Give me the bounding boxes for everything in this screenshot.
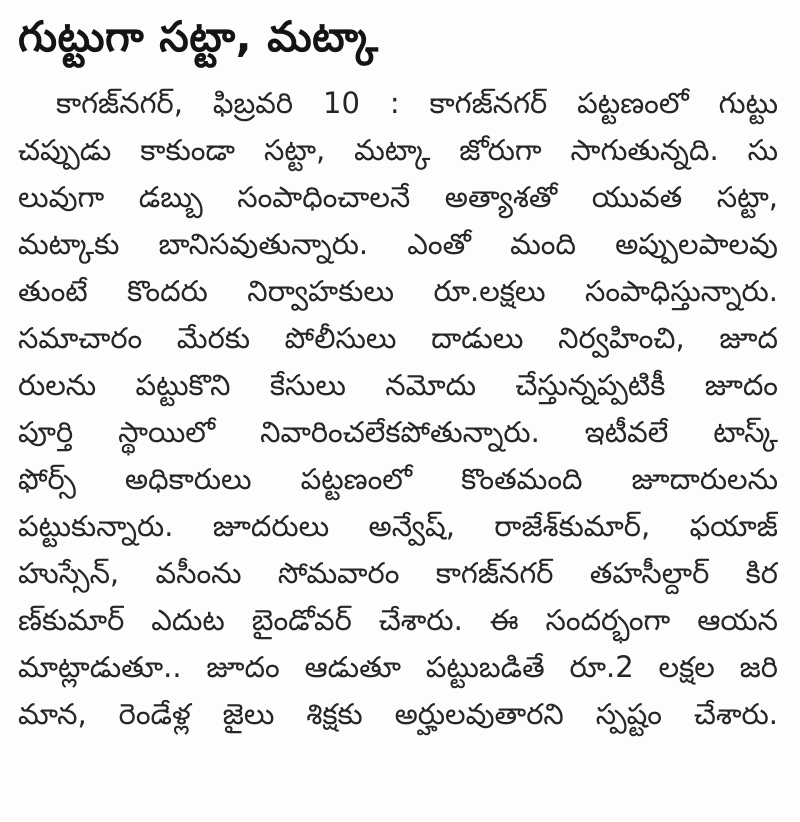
article-line: లువుగా డబ్బు సంపాధించాలనే అత్యాశతో యువత సట్టా, [18,180,778,214]
article-line: మట్కాకు బానిసవుతున్నారు. ఎంతో మంది అప్పులపాలవు [18,227,778,261]
article-line: మాట్లాడుతూ.. జూదం ఆడుతూ పట్టుబడితే రూ.2 లక్షల జరి [18,650,778,684]
article-line: మాన, రెండేళ్ల జైలు శిక్షకు అర్హులవుతారని స్పష్టం చేశారు. [18,697,778,731]
article-line: ఫోర్స్ అధికారులు పట్టణంలో కొంతమంది జూదారులను [18,462,778,496]
article-line: కాగజ్‌నగర్, ఫిబ్రవరి 10 : కాగజ్‌నగర్ పట్టణంలో గుట్టు [56,86,778,120]
article-line: హుస్సేన్, వసీంను సోమవారం కాగజ్‌నగర్ తహసీల్దార్ కిర [18,556,778,590]
article-headline: గుట్టుగా సట్టా, మట్కా [18,12,379,61]
article-line: రులను పట్టుకొని కేసులు నమోదు చేస్తున్నప్పటికీ జూదం [18,368,778,402]
article-line: తుంటే కొందరు నిర్వాహకులు రూ.లక్షలు సంపాధిస్తున్నారు. [18,274,778,308]
article-line: ణ్‌కుమార్ ఎదుట బైండోవర్ చేశారు. ఈ సందర్భంగా ఆయన [18,603,778,637]
article-body [18,80,778,738]
article-line: పూర్తి స్థాయిలో నివారించలేకపోతున్నారు. ఇటీవలే టాస్క్ [18,415,778,449]
article-line: చప్పుడు కాకుండా సట్టా, మట్కా జోరుగా సాగుతున్నది. సు [18,133,778,167]
article-line: సమాచారం మేరకు పోలీసులు దాడులు నిర్వహించి, జూద [18,321,778,355]
article-line: పట్టుకున్నారు. జూదరులు అన్వేష్, రాజేశ్‌కుమార్, ఫయాజ్ [18,509,778,543]
